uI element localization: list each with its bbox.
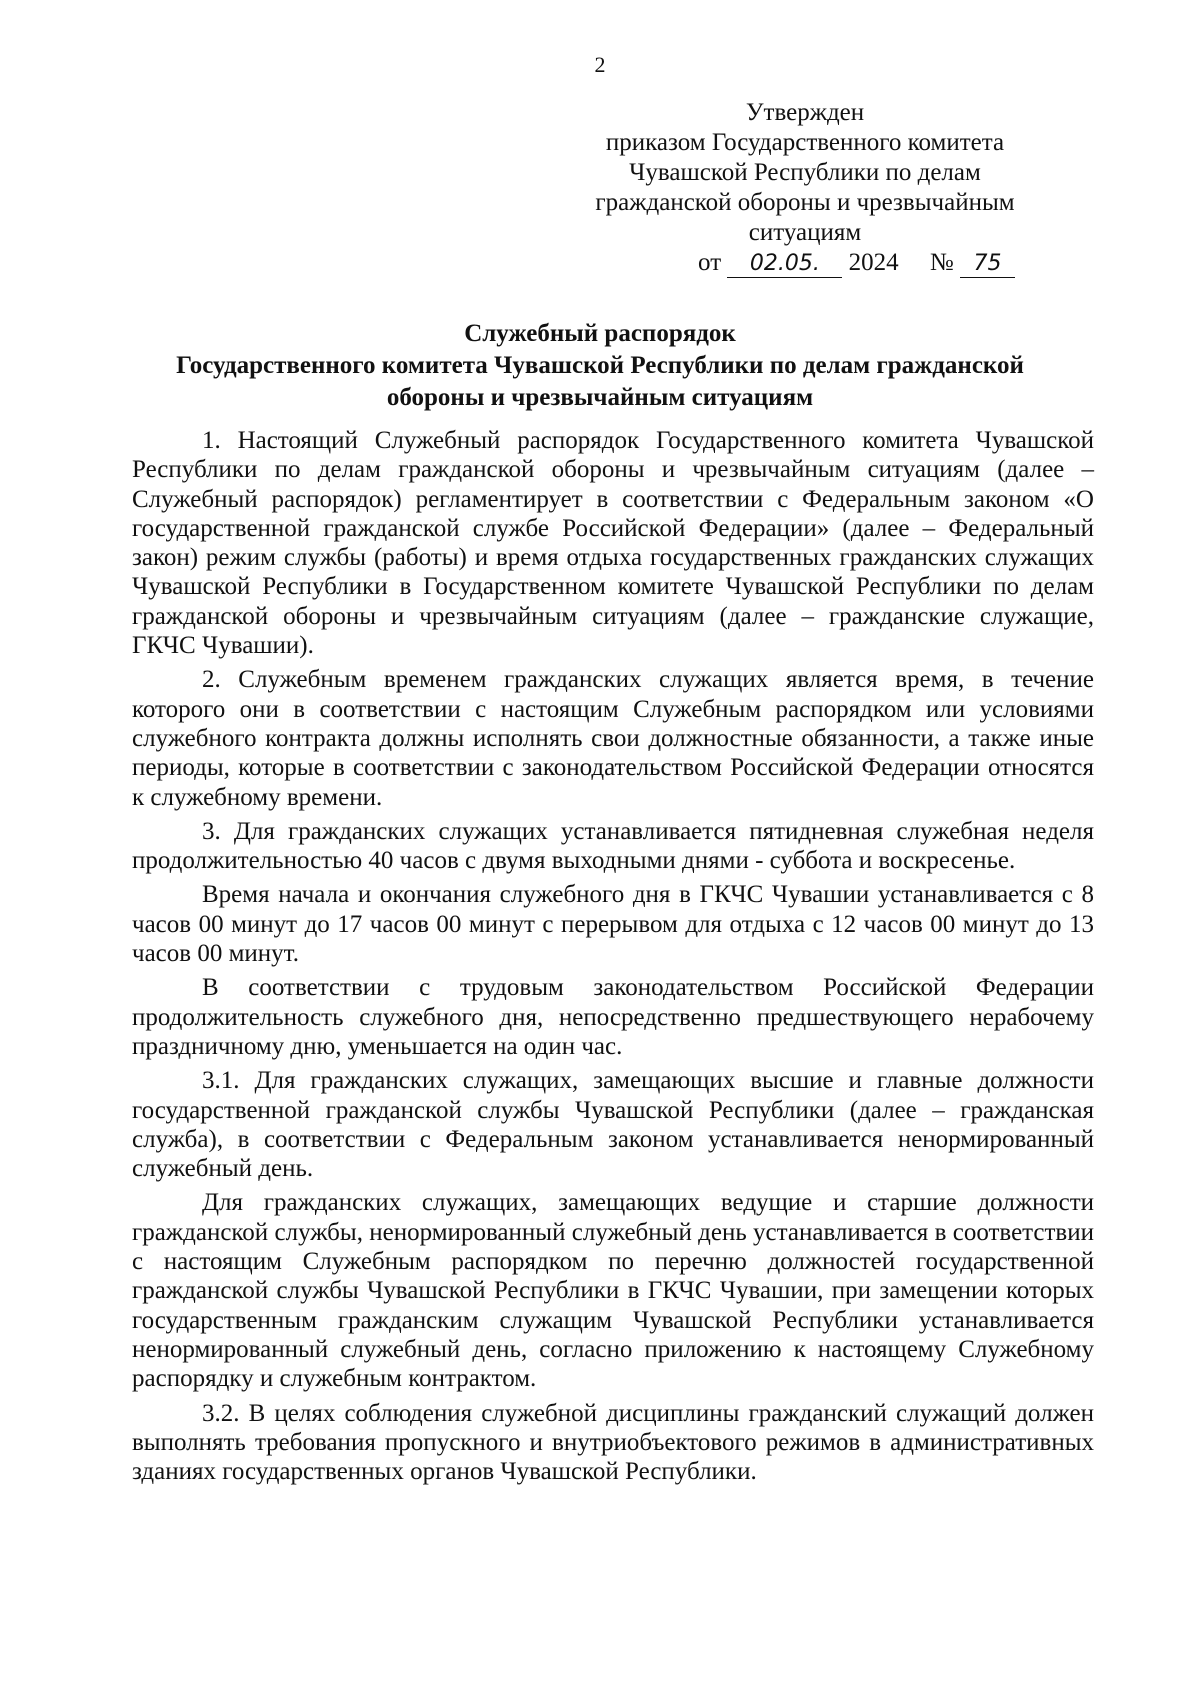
paragraph-1: 1. Настоящий Служебный распорядок Государственного комитета Чувашской Республики по делам гражданской обороны и чрезвычайным ситуациям (далее – Служебный распорядок) регламентирует в соответствии с Федеральным законом «О государственной гражданской службе Российской Федерации» (далее – Федеральный закон) режим службы (работы) и время отдыха государственных гражданских служащих Чувашской Республики в Государственном комитете Чувашской Республики по делам гражданской обороны и чрезвычайным ситуациям (далее – гражданские служащие, ГКЧС Чувашии). — [132, 427, 1094, 660]
approval-line-3: Чувашской Республики по делам — [629, 159, 981, 186]
handwritten-number: 75 — [960, 251, 1015, 278]
document-body — [132, 426, 1094, 1486]
approval-line-1: Утвержден — [745, 99, 865, 126]
number-sign: № — [929, 249, 954, 276]
document-title — [120, 318, 1080, 414]
paragraph-7: Для гражданских служащих, замещающих ведущие и старшие должности гражданской службы, ненормированный служебный день устанавливается в соответствии с настоящим Служебным распорядком по перечню должностей государственной гражданской службы Чувашской Республики в ГКЧС Чувашии, при замещении которых государственным гражданским служащим Чувашской Республики устанавливается ненормированный служебный день, согласно приложению к настоящему Служебному распорядку и служебным контрактом. — [132, 1189, 1094, 1393]
paragraph-6: 3.1. Для гражданских служащих, замещающих высшие и главные должности государственной гражданской службы Чувашской Республики (далее – гражданская служба), в соответствии с Федеральным законом устанавливается ненормированный служебный день. — [132, 1067, 1094, 1183]
handwritten-date: 02.05. — [727, 251, 842, 278]
approval-stamp-block — [595, 98, 1015, 278]
approval-line-5: ситуациям — [748, 219, 862, 246]
title-line-2: Государственного комитета Чувашской Республики по делам гражданской — [176, 352, 1024, 379]
page-number: 2 — [594, 52, 606, 77]
title-line-3: обороны и чрезвычайным ситуациям — [386, 384, 814, 411]
paragraph-4: Время начала и окончания служебного дня в ГКЧС Чувашии устанавливается с 8 часов 00 минут до 17 часов 00 минут с перерывом для отдыха с 12 часов 00 минут до 13 часов 00 минут. — [132, 881, 1094, 968]
approval-date-line — [595, 248, 1015, 278]
approval-line-4: гражданской обороны и чрезвычайным — [595, 189, 1015, 216]
paragraph-5: В соответствии с трудовым законодательством Российской Федерации продолжительность служебного дня, непосредственно предшествующего нерабочему праздничному дню, уменьшается на один час. — [132, 974, 1094, 1060]
paragraph-3: 3. Для гражданских служащих устанавливается пятидневная служебная неделя продолжительностью 40 часов с двумя выходными днями - суббота и воскресенье. — [132, 817, 1094, 875]
approval-line-2: приказом Государственного комитета — [605, 129, 1005, 156]
title-line-1: Служебный распорядок — [464, 320, 736, 347]
paragraph-8: 3.2. В целях соблюдения служебной дисциплины гражданский служащий должен выполнять требования пропускного и внутриобъектового режимов в административных зданиях государственных органов Чувашской Республики. — [132, 1399, 1094, 1486]
date-prefix: от — [698, 249, 722, 276]
approval-year: 2024 — [848, 249, 899, 276]
paragraph-2: 2. Служебным временем гражданских служащих является время, в течение которого они в соответствии с настоящим Служебным распорядком или условиями служебного контракта должны исполнять свои должностные обязанности, а также иные периоды, которые в соответствии с законодательством Российской Федерации относятся к служебному времени. — [132, 666, 1094, 811]
